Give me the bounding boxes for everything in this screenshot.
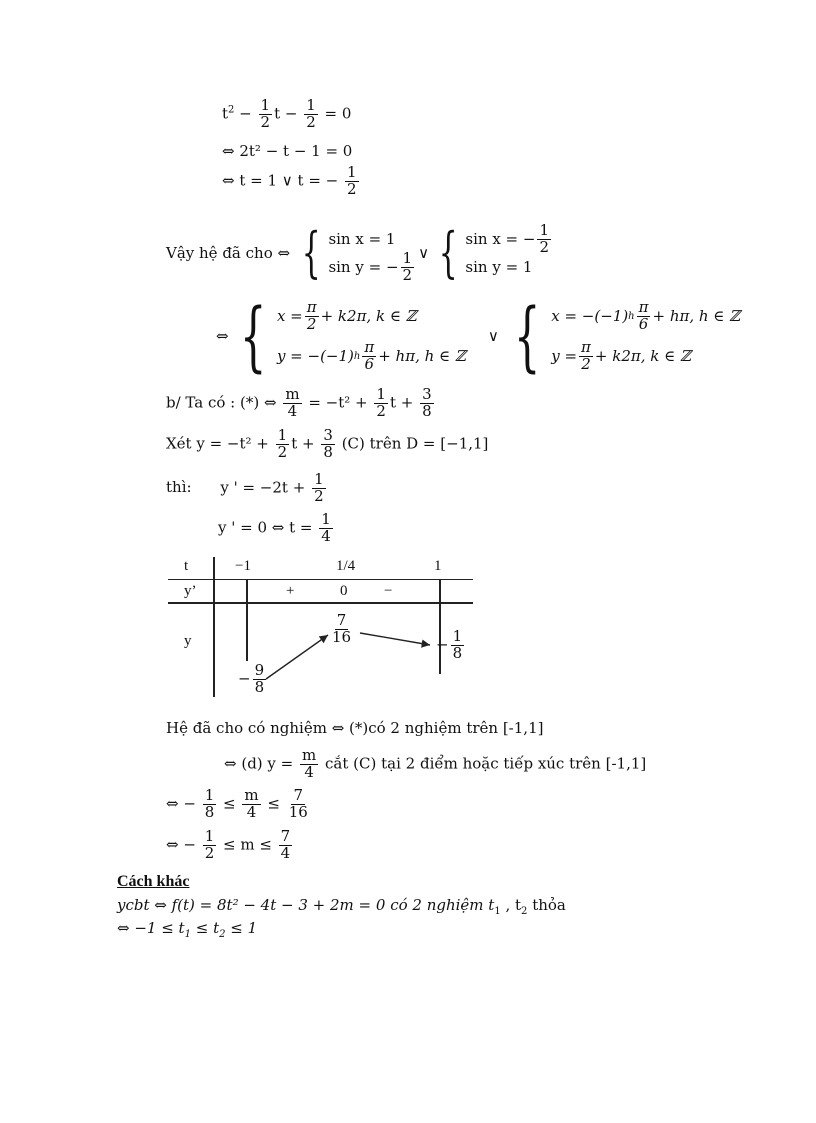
left-brace-icon: { [438,221,458,284]
t-value: −1 [235,558,251,574]
equation-line-3: ⇔ t = 1 ∨ t = − $\frac{1}{2}$ [222,163,357,198]
row-label-t: t [184,558,189,574]
variation-arrows [168,557,473,699]
t-value: 1 [434,558,442,574]
inequality-line-2: ⇔ − $\frac{1}{2}$ ≤ m ≤ $\frac{7}{4}$ [166,827,291,862]
part-b-line: b/ Ta có : (*) ⇔ $\frac{m}{4}$ = −t² + $\frac{1}{2}$ t + $\frac{3}{8}$ [166,385,432,420]
decreasing-arrow [360,633,430,645]
t-value: 1/4 [336,558,356,574]
row-label-y: y [184,633,192,649]
condition-line: Hệ đã cho có nghiệm ⇔ (*)có 2 nghiệm trên [-1,1] [166,719,544,737]
left-brace-icon: { [301,221,321,284]
solution-system: ⇔ { x = $\frac{\pi}{2}$ + k2π, k ∈ ℤ y = −(−1) h $\frac{\pi}{6}$ + hπ, h ∈ ℤ ∨ { x = −(−1) h $\frac{\pi}{6}$ + hπ, h ∈ ℤ y = $\frac{\pi}{2}$ + k2π, k ∈ ℤ [216,291,741,380]
left-brace-icon: { [513,291,541,380]
final-inequality: ⇔ $-1 \le t_1 \le t_2 \le 1$ [117,919,258,940]
y-max-value: $\frac{7}{16}$ [332,611,352,646]
derivative-line: thì: y ' = −2t + $\frac{1}{2}$ [166,470,324,505]
system-line: Vậy hệ đã cho ⇔ { sin x = 1 sin y = − $\frac{1}{2}$ ∨ { sin x = − $\frac{1}{2}$ sin y = 1 [166,220,550,284]
sign-minus: − [384,583,393,599]
inequality-line-1: ⇔ − $\frac{1}{8}$ ≤ $\frac{m}{4}$ ≤ $\frac{7}{16}$ [166,786,308,821]
intersection-line: ⇔ (d) y = $\frac{m}{4}$ cắt (C) tại 2 điểm hoặc tiếp xúc trên [-1,1] [224,746,647,781]
equation-line-1: $t^2$ − $\frac{1}{2}$ t − $\frac{1}{2}$ = 0 [222,96,352,131]
sign-zero: 0 [340,583,348,599]
y-right-value: − $\frac{1}{8}$ [436,627,463,662]
alternative-method-line: ycbt ⇔ f(t) = 8t² − 4t − 3 + 2m = 0 có 2 nghiệm $t_1$ , $t_2$ thỏa [117,896,566,917]
xet-line: Xét y = −t² + $\frac{1}{2}$ t + $\frac{3}{8}$ (C) trên D = [−1,1] [166,426,489,461]
derivative-zero-line: y ' = 0 ⇔ t = $\frac{1}{4}$ [218,510,331,545]
y-min-value: − $\frac{9}{8}$ [238,661,265,696]
increasing-arrow [266,635,328,679]
equation-line-2: ⇔ 2t² − t − 1 = 0 [222,142,353,160]
sign-plus: + [286,583,295,599]
row-label-yprime: y’ [184,583,197,599]
variation-table [168,557,473,699]
left-brace-icon: { [239,291,267,380]
section-heading-cach-khac: Cách khác [117,873,190,890]
